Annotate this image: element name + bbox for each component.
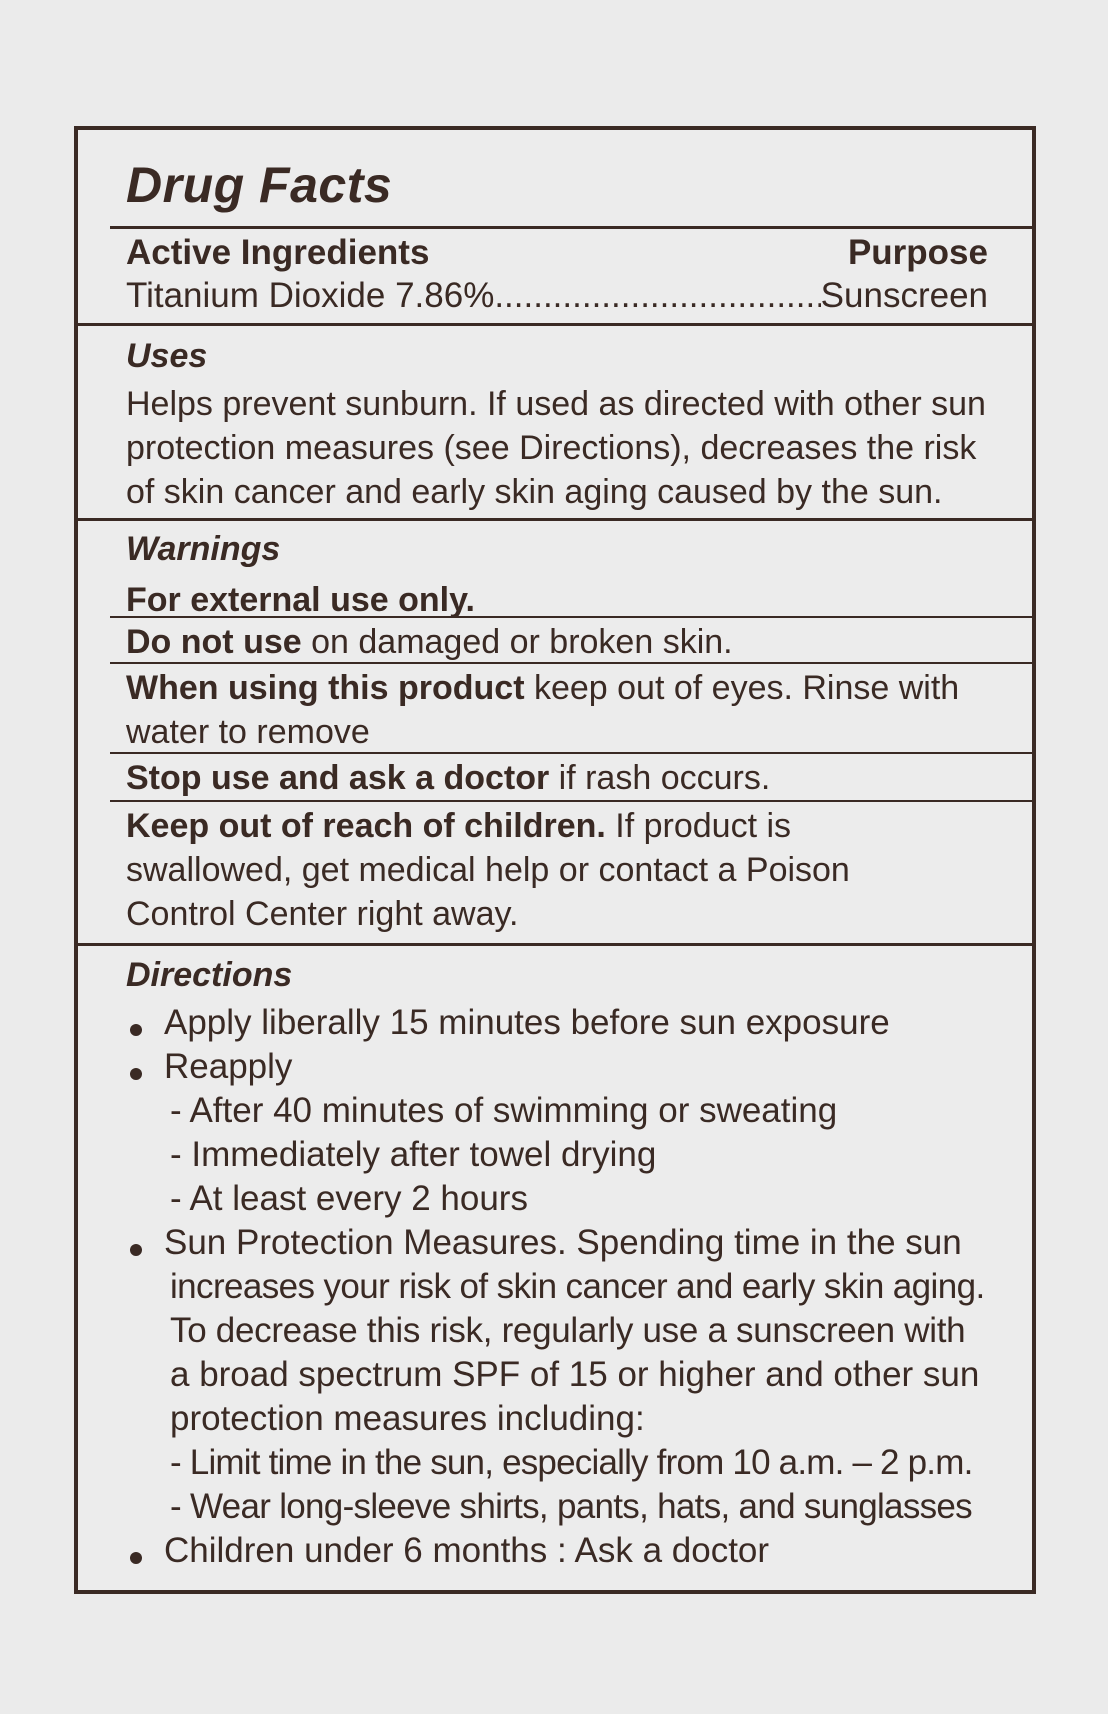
- drug-facts-panel: [74, 126, 1036, 1594]
- external-use-warning: For external use only.: [126, 581, 475, 619]
- uses-heading: Uses: [126, 337, 208, 375]
- direction-children: Children under 6 months : Ask a doctor: [164, 1531, 770, 1570]
- active-ingredients-heading: Active Ingredients: [126, 233, 430, 272]
- direction-sun-protection-l1: Sun Protection Measures. Spending time in the sun: [164, 1223, 962, 1262]
- warnings-divider-2: [110, 662, 1032, 664]
- direction-reapply-sub-3: - At least every 2 hours: [170, 1179, 528, 1218]
- stop-use-warning: Stop use and ask a doctor if rash occurs.: [126, 759, 771, 797]
- leader-dots: [494, 276, 820, 316]
- do-not-use-warning: Do not use on damaged or broken skin.: [126, 623, 733, 661]
- active-ingredient-row: [126, 276, 988, 316]
- direction-sun-protection-sub-1: - Limit time in the sun, especially from 10 a.m. – 2 p.m.: [170, 1443, 973, 1482]
- direction-reapply: Reapply: [164, 1047, 293, 1086]
- keep-out-of-reach-warning: Keep out of reach of children. If product is swallowed, get medical help or contact a Poison Control Center right away.: [126, 807, 850, 933]
- direction-reapply-sub-1: - After 40 minutes of swimming or sweating: [170, 1091, 838, 1130]
- direction-reapply-sub-2: - Immediately after towel drying: [170, 1135, 657, 1174]
- warnings-divider-3: [110, 752, 1032, 754]
- bullet-dot: [130, 1068, 142, 1080]
- ingredient-name: Titanium Dioxide 7.86%: [126, 276, 495, 315]
- bullet-dot: [130, 1552, 142, 1564]
- direction-sun-protection-l2: increases your risk of skin cancer and early skin aging.: [170, 1267, 985, 1306]
- uses-divider: [78, 518, 1032, 521]
- direction-sun-protection-l4: a broad spectrum SPF of 15 or higher and other sun: [170, 1355, 980, 1394]
- when-using-warning: When using this product keep out of eyes. Rinse with water to remove: [126, 669, 960, 751]
- bullet-dot: [130, 1024, 142, 1036]
- warnings-heading: Warnings: [126, 530, 281, 568]
- bullet-dot: [130, 1244, 142, 1256]
- directions-heading: Directions: [126, 956, 293, 994]
- title-divider: [110, 226, 1032, 229]
- warnings-divider-4: [110, 800, 1032, 802]
- uses-text: Helps prevent sunburn. If used as directed with other sun protection measures (see Directions), decreases the risk of skin cancer and early skin aging caused by the sun.: [126, 385, 986, 511]
- warnings-divider-1: [110, 616, 1032, 618]
- direction-apply: Apply liberally 15 minutes before sun exposure: [164, 1003, 890, 1042]
- direction-sun-protection-sub-2: - Wear long-sleeve shirts, pants, hats, and sunglasses: [170, 1487, 972, 1526]
- purpose-heading: Purpose: [847, 233, 988, 272]
- warnings-divider: [78, 943, 1032, 946]
- drug-facts-title: Drug Facts: [126, 157, 393, 213]
- ingredient-purpose: Sunscreen: [820, 276, 988, 315]
- direction-sun-protection-l3: To decrease this risk, regularly use a sunscreen with: [170, 1311, 966, 1350]
- direction-sun-protection-l5: protection measures including:: [170, 1399, 645, 1438]
- ai-divider: [78, 323, 1032, 326]
